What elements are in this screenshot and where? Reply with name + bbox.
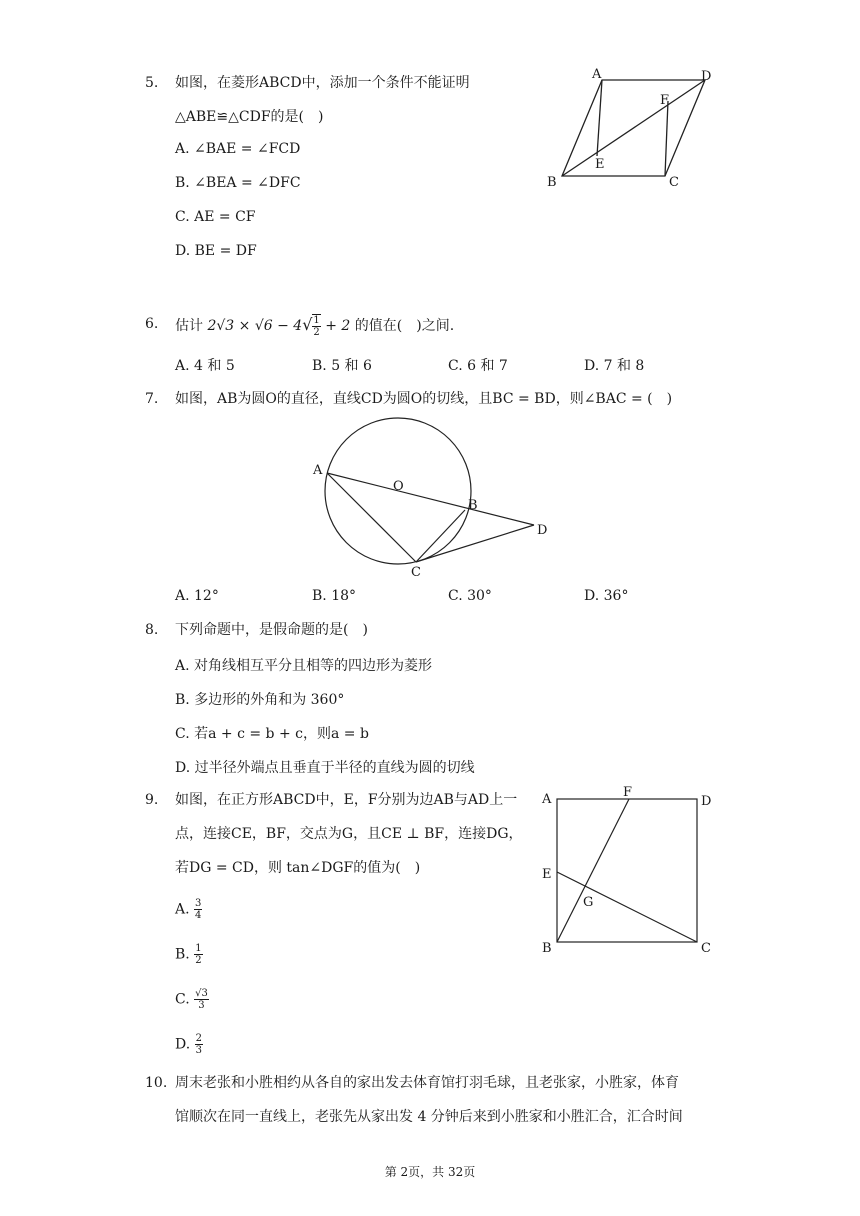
q5-rhombus-figure <box>540 62 720 192</box>
label-f: F <box>660 93 670 108</box>
q9-option-a: A. $\frac{3}{4}$ <box>175 898 202 921</box>
q7-option-a: A. 12° <box>175 588 219 604</box>
q9-stem-line2: 点，连接CE，BF，交点为G，且CE ⊥ BF，连接DG， <box>175 826 523 842</box>
label-e: E <box>595 157 605 172</box>
square-abcd <box>557 799 697 942</box>
label-c: C <box>701 941 711 956</box>
q6-option-a: A. 4 和 5 <box>175 358 235 374</box>
q6-number: 6. <box>145 316 159 332</box>
q9-stem-line1: 如图，在正方形ABCD中，E，F分别为边AB与AD上一 <box>175 792 518 808</box>
label-d: D <box>701 69 712 84</box>
q6-option-d: D. 7 和 8 <box>584 358 645 374</box>
q6-option-c: C. 6 和 7 <box>448 358 508 374</box>
line-ad <box>327 473 534 525</box>
label-e: E <box>542 867 552 882</box>
segment-bf <box>557 799 629 942</box>
label-g: G <box>583 895 594 910</box>
q8-option-c: C. 若a + c = b + c，则a = b <box>175 726 369 742</box>
q10-number: 10. <box>145 1075 168 1091</box>
q7-circle-figure <box>305 412 565 582</box>
q5-option-d: D. BE = DF <box>175 243 257 259</box>
q10-stem-line2: 馆顺次在同一直线上，老张先从家出发 4 分钟后来到小胜家和小胜汇合，汇合时间 <box>175 1109 683 1125</box>
q8-option-a: A. 对角线相互平分且相等的四边形为菱形 <box>175 658 433 674</box>
label-c: C <box>669 175 679 190</box>
q6-expr-a: 2√3 × √6 − 4 <box>207 318 303 334</box>
q9-option-c-fraction: $\frac{√3}{3}$ <box>195 988 208 1011</box>
label-d: D <box>537 523 548 538</box>
q7-number: 7. <box>145 391 159 407</box>
segment-ce <box>557 872 697 942</box>
q6-stem: 估计 2√3 × √6 − 4√ $\frac{1}{2}$ + 2 的值在( )之间. <box>175 315 455 338</box>
q9-stem-line3: 若DG = CD，则 tan∠DGF的值为( ) <box>175 860 421 876</box>
label-c: C <box>411 565 421 580</box>
label-b: B <box>542 941 552 956</box>
q5-stem-line2: △ABE≌△CDF的是( ) <box>175 109 324 125</box>
label-b: B <box>547 175 557 190</box>
q9-number: 9. <box>145 792 159 808</box>
q8-stem: 下列命题中，是假命题的是( ) <box>175 622 368 638</box>
q5-option-c: C. AE = CF <box>175 209 256 225</box>
q5-option-b: B. ∠BEA = ∠DFC <box>175 175 301 191</box>
q6-expr-b: + 2 <box>325 318 351 334</box>
q6-prefix: 估计 <box>175 318 203 334</box>
q10-stem-line1: 周末老张和小胜相约从各自的家出发去体育馆打羽毛球，且老张家，小胜家，体育 <box>175 1075 679 1091</box>
q5-stem-line1: 如图，在菱形ABCD中，添加一个条件不能证明 <box>175 75 470 91</box>
label-a: A <box>542 792 552 807</box>
q9-option-a-fraction: $\frac{3}{4}$ <box>195 898 202 921</box>
q9-option-d: D. $\frac{2}{3}$ <box>175 1033 203 1056</box>
q5-option-a: A. ∠BAE = ∠FCD <box>175 141 301 157</box>
q7-option-d: D. 36° <box>584 588 629 604</box>
q9-square-figure <box>535 784 720 964</box>
page-footer: 第 2页，共 32页 <box>384 1165 476 1179</box>
segment-cf <box>665 101 668 176</box>
q6-fraction: $\frac{1}{2}$ <box>313 315 320 338</box>
q9-option-b: B. $\frac{1}{2}$ <box>175 943 202 966</box>
q9-option-c: C. $\frac{√3}{3}$ <box>175 988 208 1011</box>
q5-number: 5. <box>145 75 159 91</box>
q7-option-c: C. 30° <box>448 588 492 604</box>
q6-option-b: B. 5 和 6 <box>312 358 372 374</box>
label-f: F <box>623 785 633 800</box>
q7-option-b: B. 18° <box>312 588 357 604</box>
label-o: O <box>393 479 404 494</box>
label-a: A <box>313 463 323 478</box>
q8-option-b: B. 多边形的外角和为 360° <box>175 692 345 708</box>
q7-stem: 如图，AB为圆O的直径，直线CD为圆O的切线，且BC = BD，则∠BAC = ( ) <box>175 391 673 407</box>
q8-number: 8. <box>145 622 159 638</box>
q9-option-b-fraction: $\frac{1}{2}$ <box>195 943 202 966</box>
q8-option-d: D. 过半径外端点且垂直于半径的直线为圆的切线 <box>175 760 475 776</box>
label-d: D <box>701 794 712 809</box>
q9-option-d-fraction: $\frac{2}{3}$ <box>195 1033 203 1056</box>
label-b: B <box>468 498 478 513</box>
diagonal-bd <box>562 80 705 176</box>
label-a: A <box>592 67 602 82</box>
q6-suffix: 的值在( )之间. <box>354 318 455 334</box>
